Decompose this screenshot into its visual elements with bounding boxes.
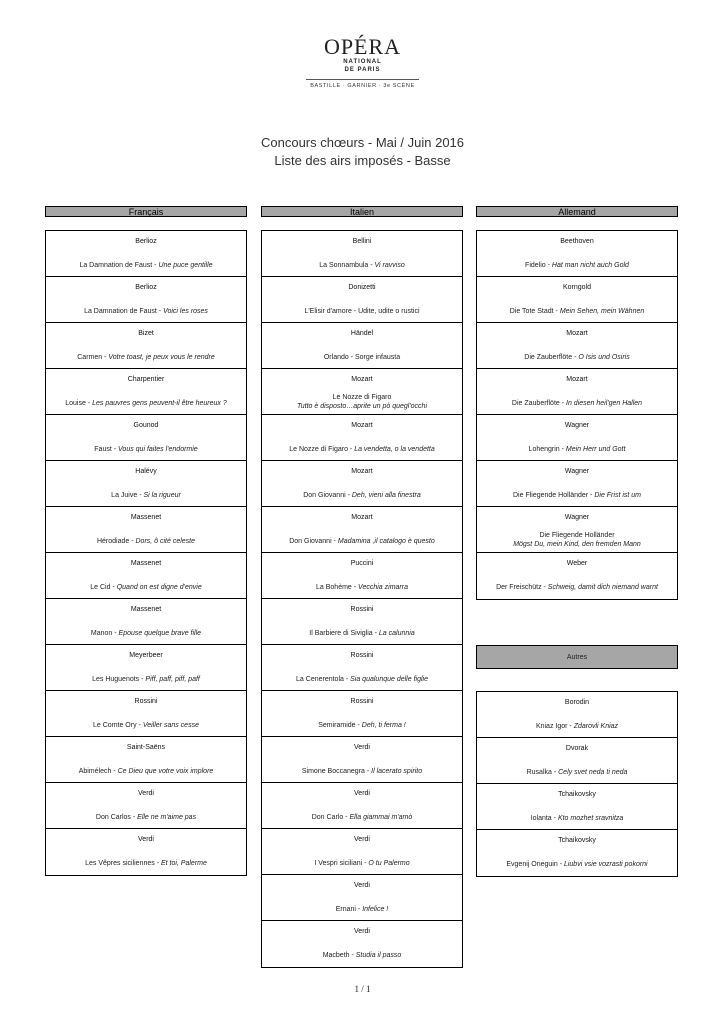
composer-name: Weber: [566, 560, 588, 567]
logo-sub-text-2: DE PARIS: [344, 67, 381, 73]
composer-name: Bizet: [138, 330, 154, 337]
composer-name: Berlioz: [135, 284, 157, 291]
composer-name: Rossini: [350, 698, 374, 705]
aria-name: Infelice !: [362, 906, 389, 913]
aria-title: [46, 491, 246, 500]
aria-name: Liubvi vsie vozrasti pokorni: [563, 861, 648, 868]
list-item: [477, 507, 677, 553]
aria-name: Votre toast, je peux vous le rendre: [108, 354, 215, 361]
work-title: Les Huguenots -: [92, 676, 146, 683]
list-item: [477, 277, 677, 323]
composer-name: Rossini: [134, 698, 158, 705]
list-item: [262, 507, 462, 553]
aria-title: [262, 307, 462, 316]
work-title: Fidelio -: [525, 262, 552, 269]
composer-name: Mozart: [351, 376, 373, 383]
composer-name: Massenet: [130, 514, 162, 521]
composer-name: Verdi: [138, 790, 154, 797]
aria-title: [262, 675, 462, 684]
aria-title: [477, 353, 677, 362]
work-title: Die Zauberflöte -: [511, 400, 567, 407]
work-title: Simone Boccanegra -: [301, 768, 372, 775]
aria-title: [477, 814, 677, 823]
aria-name: Ce Dieu que votre voix implore: [117, 768, 214, 775]
composer-name: Verdi: [354, 836, 370, 843]
aria-name: Die Frist ist um: [594, 492, 641, 499]
aria-name: Vous qui faites l'endormie: [118, 446, 198, 453]
aria-name: Sia qualunque delle figlie: [350, 676, 428, 683]
aria-title: [46, 353, 246, 362]
composer-name: Donizetti: [348, 284, 376, 291]
aria-title: [477, 307, 677, 316]
aria-name: O Isis und Osiris: [578, 354, 630, 361]
list-item: [477, 830, 677, 876]
list-item: [262, 415, 462, 461]
work-title: Don Giovanni -: [289, 538, 338, 545]
list-item: [46, 737, 246, 783]
work-title: Les Vêpres siciliennes -: [85, 860, 161, 867]
aria-title: [262, 721, 462, 730]
work-title: Evgenij Oneguin -: [506, 861, 564, 868]
work-title: Le Nozze di Figaro: [332, 394, 392, 401]
aria-title: [477, 399, 677, 408]
aria-title: [46, 813, 246, 822]
composer-name: Mozart: [351, 514, 373, 521]
work-title: La Cenerentola -: [296, 676, 351, 683]
list-item: [477, 323, 677, 369]
work-title: Faust -: [94, 446, 119, 453]
francais-list: [45, 230, 247, 876]
aria-title: [46, 583, 246, 592]
aria-name: Deh, vieni alla finestra: [351, 492, 421, 499]
aria-title: [46, 261, 246, 270]
list-item: [477, 553, 677, 599]
list-item: [262, 323, 462, 369]
composer-name: Dvorak: [565, 745, 589, 752]
aria-title: [46, 859, 246, 868]
aria-title: [46, 445, 246, 454]
aria-title: [46, 675, 246, 684]
composer-name: Verdi: [354, 744, 370, 751]
work-title: Le Cid -: [90, 584, 117, 591]
work-title: I Vespri siciliani -: [314, 860, 369, 867]
composer-name: Massenet: [130, 560, 162, 567]
list-item: [46, 645, 246, 691]
page-number: 1 / 1: [354, 984, 371, 994]
list-item: [262, 875, 462, 921]
aria-title: [46, 629, 246, 638]
composer-name: Wagner: [564, 468, 590, 475]
composer-name: Berlioz: [135, 238, 157, 245]
work-title: Le Nozze di Figaro -: [289, 446, 355, 453]
aria-name: Veiller sans cesse: [142, 722, 199, 729]
composer-name: Charpentier: [127, 376, 165, 383]
list-item: [262, 783, 462, 829]
work-title: Don Giovanni -: [303, 492, 352, 499]
column-header-allemand: Allemand: [476, 206, 678, 217]
composer-name: Tchaikovsky: [558, 791, 596, 798]
work-title: L'Elisir d'amore - Udite, udite o rustici: [304, 308, 420, 315]
work-title: La Sonnambula -: [319, 262, 375, 269]
list-item: [46, 599, 246, 645]
aria-title: [262, 353, 462, 362]
aria-name: Deh, ti ferma !: [361, 722, 406, 729]
list-item: [46, 231, 246, 277]
column-header-autres: Autres: [476, 645, 678, 669]
work-title: Rusalka -: [526, 769, 559, 776]
work-title: Carmen -: [77, 354, 109, 361]
composer-name: Meyerbeer: [129, 652, 163, 659]
aria-name: Une puce gentille: [158, 262, 213, 269]
list-item: [46, 415, 246, 461]
aria-name: Dors, ô cité celeste: [135, 538, 196, 545]
aria-title: [477, 445, 677, 454]
aria-name: Schweig, damit dich niemand warnt: [547, 584, 658, 591]
aria-name: Ella giammai m'amò: [349, 814, 413, 821]
work-title: Semiramide -: [318, 722, 362, 729]
composer-name: Mozart: [351, 422, 373, 429]
list-item: [262, 461, 462, 507]
page-subtitle: Liste des airs imposés - Basse: [274, 153, 451, 168]
logo-divider: [306, 79, 419, 80]
work-title: Orlando - Sorge infausta: [323, 354, 401, 361]
composer-name: Rossini: [350, 652, 374, 659]
aria-title: [46, 767, 246, 776]
aria-title: [477, 722, 677, 731]
column-header-italien: Italien: [261, 206, 463, 217]
work-title: Macbeth -: [322, 952, 356, 959]
aria-name: Studia il passo: [355, 952, 402, 959]
aria-title: [262, 905, 462, 914]
composer-name: Verdi: [354, 790, 370, 797]
aria-title: [262, 537, 462, 546]
aria-name: Vecchia zimarra: [358, 584, 408, 591]
composer-name: Korngold: [562, 284, 592, 291]
list-item: [262, 645, 462, 691]
list-item: [262, 277, 462, 323]
list-item: [46, 783, 246, 829]
aria-name: Quand on est digne d'envie: [116, 584, 202, 591]
work-title: Die Fliegende Holländer: [539, 532, 615, 539]
aria-name: Epouse quelque brave fille: [118, 630, 202, 637]
aria-name: Hat man nicht auch Gold: [551, 262, 629, 269]
aria-title: [262, 445, 462, 454]
work-title: Don Carlos -: [95, 814, 138, 821]
composer-name: Bellini: [352, 238, 372, 245]
aria-name: Tutto è disposto…aprite un pò quegl'occhi: [296, 403, 427, 410]
aria-title: [262, 393, 462, 411]
list-item: [262, 369, 462, 415]
aria-name: La vendetta, o la vendetta: [354, 446, 435, 453]
list-item: [262, 921, 462, 967]
work-title: La Damnation de Faust -: [79, 262, 159, 269]
list-item: [477, 784, 677, 830]
list-item: [46, 553, 246, 599]
aria-name: Kto mozhet sravnitza: [557, 815, 624, 822]
composer-name: Händel: [350, 330, 374, 337]
composer-name: Borodin: [564, 699, 590, 706]
work-title: Der Freischütz -: [496, 584, 548, 591]
aria-name: O tu Palermo: [368, 860, 410, 867]
list-item: [46, 323, 246, 369]
logo-venues: BASTILLE · GARNIER · 3e SCÈNE: [310, 83, 415, 89]
aria-name: Mein Herr und Gott: [565, 446, 626, 453]
aria-name: Vi ravviso: [374, 262, 405, 269]
list-item: [262, 691, 462, 737]
work-title: La Bohème -: [316, 584, 359, 591]
work-title: Hérodiade -: [96, 538, 136, 545]
aria-name: La calunnia: [378, 630, 415, 637]
work-title: Il Barbiere di Siviglia -: [309, 630, 379, 637]
aria-title: [477, 860, 677, 869]
aria-title: [262, 583, 462, 592]
list-item: [262, 829, 462, 875]
aria-name: Madamina ,il catalogo è questo: [337, 538, 435, 545]
composer-name: Verdi: [138, 836, 154, 843]
composer-name: Rossini: [350, 606, 374, 613]
list-item: [262, 231, 462, 277]
composer-name: Wagner: [564, 514, 590, 521]
work-title: Louise -: [65, 400, 93, 407]
aria-title: [262, 629, 462, 638]
work-title: Manon -: [90, 630, 119, 637]
work-title: Abimélech -: [78, 768, 118, 775]
composer-name: Puccini: [350, 560, 374, 567]
composer-name: Beethoven: [560, 238, 594, 245]
composer-name: Mozart: [566, 376, 588, 383]
aria-title: [262, 813, 462, 822]
aria-name: Elle ne m'aime pas: [137, 814, 197, 821]
list-item: [46, 369, 246, 415]
composer-name: Mozart: [566, 330, 588, 337]
composer-name: Wagner: [564, 422, 590, 429]
aria-title: [477, 768, 677, 777]
aria-name: Mögst Du, mein Kind, den fremden Mann: [513, 541, 641, 548]
list-item: [477, 738, 677, 784]
list-item: [46, 691, 246, 737]
aria-name: Il lacerato spirito: [371, 768, 423, 775]
composer-name: Saint-Saëns: [126, 744, 166, 751]
aria-name: Les pauvres gens peuvent-il être heureux ?: [92, 400, 227, 407]
allemand-list: [476, 230, 678, 600]
aria-name: Si la rigueur: [143, 492, 181, 499]
composer-name: Gounod: [133, 422, 159, 429]
list-item: [262, 599, 462, 645]
aria-title: [46, 307, 246, 316]
list-item: [477, 231, 677, 277]
aria-title: [477, 583, 677, 592]
work-title: Iolanta -: [530, 815, 558, 822]
aria-title: [262, 767, 462, 776]
composer-name: Tchaikovsky: [558, 837, 596, 844]
work-title: Le Comte Ory -: [93, 722, 143, 729]
aria-title: [477, 531, 677, 549]
list-item: [46, 277, 246, 323]
list-item: [46, 507, 246, 553]
list-item: [477, 369, 677, 415]
work-title: Lohengrin -: [528, 446, 566, 453]
list-item: [477, 415, 677, 461]
aria-name: In diesen heil'gen Hallen: [566, 400, 643, 407]
list-item: [477, 461, 677, 507]
aria-name: Piff, paff, piff, paff: [145, 676, 200, 683]
work-title: Die Tote Stadt -: [509, 308, 560, 315]
work-title: Don Carlo -: [311, 814, 350, 821]
column-header-francais: Français: [45, 206, 247, 217]
autres-list: [476, 691, 678, 877]
list-item: [46, 461, 246, 507]
work-title: Die Zauberflöte -: [524, 354, 579, 361]
aria-title: [262, 859, 462, 868]
composer-name: Massenet: [130, 606, 162, 613]
composer-name: Halévy: [135, 468, 157, 475]
composer-name: Verdi: [354, 882, 370, 889]
aria-title: [46, 399, 246, 408]
composer-name: Verdi: [354, 928, 370, 935]
aria-title: [262, 951, 462, 960]
aria-title: [46, 537, 246, 546]
work-title: Ernani -: [335, 906, 363, 913]
italien-list: [261, 230, 463, 968]
aria-name: Et toi, Palerme: [160, 860, 207, 867]
aria-title: [477, 491, 677, 500]
logo-main-text: OPÉRA: [323, 34, 402, 59]
list-item: [262, 553, 462, 599]
aria-name: Zdarovli Kniaz: [573, 723, 619, 730]
aria-name: Voici les roses: [163, 308, 208, 315]
work-title: Kniaz Igor -: [535, 723, 574, 730]
list-item: [477, 692, 677, 738]
work-title: La Damnation de Faust -: [84, 308, 164, 315]
list-item: [262, 737, 462, 783]
aria-title: [262, 491, 462, 500]
aria-name: Mein Sehen, mein Wähnen: [559, 308, 645, 315]
logo-sub-text-1: NATIONAL: [343, 59, 382, 65]
work-title: Die Fliegende Holländer -: [513, 492, 595, 499]
aria-title: [477, 261, 677, 270]
opera-logo: [300, 36, 425, 104]
aria-name: Cely svet neda ti neda: [558, 769, 628, 776]
aria-title: [46, 721, 246, 730]
page-title: Concours chœurs - Mai / Juin 2016: [260, 135, 465, 150]
work-title: La Juive -: [111, 492, 144, 499]
aria-title: [262, 261, 462, 270]
list-item: [46, 829, 246, 875]
composer-name: Mozart: [351, 468, 373, 475]
